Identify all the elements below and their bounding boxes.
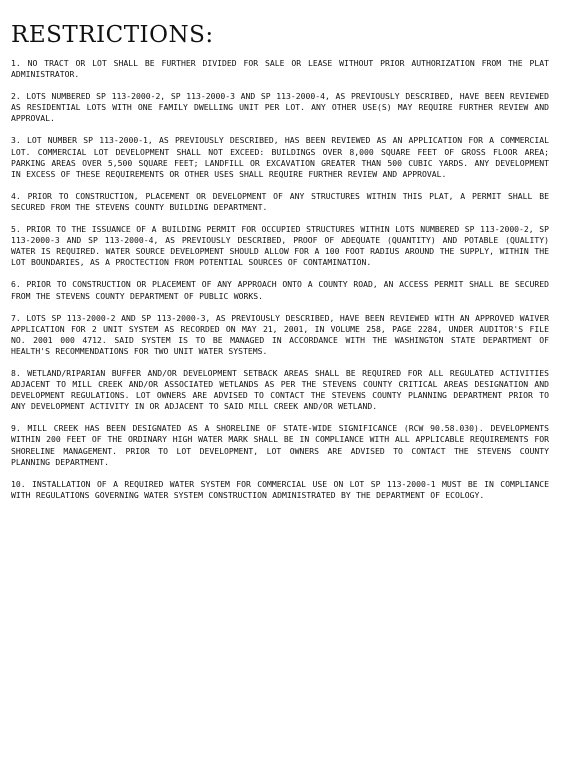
restriction-item-3: 3. LOT NUMBER SP 113-2000-1, AS PREVIOUSLY DESCRIBED, HAS BEEN REVIEWED AS AN APPLICATION FOR A COMMERCIAL LOT. COMMERCIAL LOT DEVELOPMENT SHALL NOT EXCEED: BUILDINGS OVER 8,000 SQUARE FEET OF GROSS FLOOR AREA; PARKING AREAS OVER 5,500 SQUARE FEET; LANDFILL OR EXCAVATION GREATER THAN 500 CUBIC YARDS. ANY DEVELOPMENT IN EXCESS OF THESE REQUIREMENTS OR OTHER USES SHALL REQUIRE FURTHER REVIEW AND APPROVAL. — [11, 135, 549, 179]
restriction-item-5: 5. PRIOR TO THE ISSUANCE OF A BUILDING PERMIT FOR OCCUPIED STRUCTURES WITHIN LOTS NUMBERED SP 113-2000-2, SP 113-2000-3 AND SP 113-2000-4, AS PREVIOUSLY DESCRIBED, PROOF OF ADEQUATE (QUANTITY) AND POTABLE (QUALITY) WATER IS REQUIRED. WATER SOURCE DEVELOPMENT SHOULD ALLOW FOR A 100 FOOT RADIUS AROUND THE SUPPLY, WITHIN THE LOT BOUNDARIES, AS A PROCTECTION FROM POTENTIAL SOURCES OF CONTAMINATION. — [11, 224, 549, 268]
restriction-item-8: 8. WETLAND/RIPARIAN BUFFER AND/OR DEVELOPMENT SETBACK AREAS SHALL BE REQUIRED FOR ALL REGULATED ACTIVITIES ADJACENT TO MILL CREEK AND/OR ASSOCIATED WETLANDS AS PER THE STEVENS COUNTY CRITICAL AREAS DESIGNATION AND DEVELOPMENT REGULATIONS. LOT OWNERS ARE ADVISED TO CONTACT THE STEVENS COUNTY PLANNING DEPARTMENT PRIOR TO ANY DEVELOPMENT ACTIVITY IN OR ADJACENT TO SAID MILL CREEK AND/OR WETLAND. — [11, 367, 549, 412]
restriction-item-9: 9. MILL CREEK HAS BEEN DESIGNATED AS A SHORELINE OF STATE-WIDE SIGNIFICANCE (RCW 90.58.030). DEVELOPMENTS WITHIN 200 FEET OF THE ORDINARY HIGH WATER MARK SHALL BE IN COMPLIANCE WITH ALL APPLICABLE REQUIREMENTS FOR SHORELINE MANAGEMENT. PRIOR TO LOT DEVELOPMENT, LOT OWNERS ARE ADVISED TO CONTACT THE STEVENS COUNTY PLANNING DEPARTMENT. — [11, 423, 549, 467]
restriction-item-7: 7. LOTS SP 113-2000-2 AND SP 113-2000-3, AS PREVIOUSLY DESCRIBED, HAVE BEEN REVIEWED WITH AN APPROVED WAIVER APPLICATION FOR 2 UNIT SYSTEM AS RECORDED ON MAY 21, 2001, IN VOLUME 258, PAGE 2284, UNDER AUDITOR'S FILE NO. 2001 000 4712. SAID SYSTEM IS TO BE MANAGED IN ACCORDANCE WITH THE WASHINGTON STATE DEPARTMENT OF HEALTH'S RECOMMENDATIONS FOR TWO UNIT WATER SYSTEMS. — [11, 312, 549, 356]
restriction-item-2: 2. LOTS NUMBERED SP 113-2000-2, SP 113-2000-3 AND SP 113-2000-4, AS PREVIOUSLY DESCRIBED, HAVE BEEN REVIEWED AS RESIDENTIAL LOTS WITH ONE FAMILY DWELLING UNIT PER LOT. ANY OTHER USE(S) MAY REQUIRE FURTHER REVIEW AND APPROVAL. — [11, 91, 549, 124]
restriction-item-1: 1. NO TRACT OR LOT SHALL BE FURTHER DIVIDED FOR SALE OR LEASE WITHOUT PRIOR AUTHORIZATION FROM THE PLAT ADMINISTRATOR. — [11, 58, 549, 80]
page-title: RESTRICTIONS: — [11, 22, 214, 48]
restriction-item-10: 10. INSTALLATION OF A REQUIRED WATER SYSTEM FOR COMMERCIAL USE ON LOT SP 113-2000-1 MUST BE IN COMPLIANCE WITH REGULATIONS GOVERNING WATER SYSTEM CONSTRUCTION ADMINISTRATED BY THE DEPARTMENT OF ECOLOGY. — [11, 478, 549, 500]
restriction-item-6: 6. PRIOR TO CONSTRUCTION OR PLACEMENT OF ANY APPROACH ONTO A COUNTY ROAD, AN ACCESS PERMIT SHALL BE SECURED FROM THE STEVENS COUNTY DEPARTMENT OF PUBLIC WORKS. — [11, 279, 549, 301]
restriction-item-4: 4. PRIOR TO CONSTRUCTION, PLACEMENT OR DEVELOPMENT OF ANY STRUCTURES WITHIN THIS PLAT, A PERMIT SHALL BE SECURED FROM THE STEVENS COUNTY BUILDING DEPARTMENT. — [11, 190, 549, 212]
